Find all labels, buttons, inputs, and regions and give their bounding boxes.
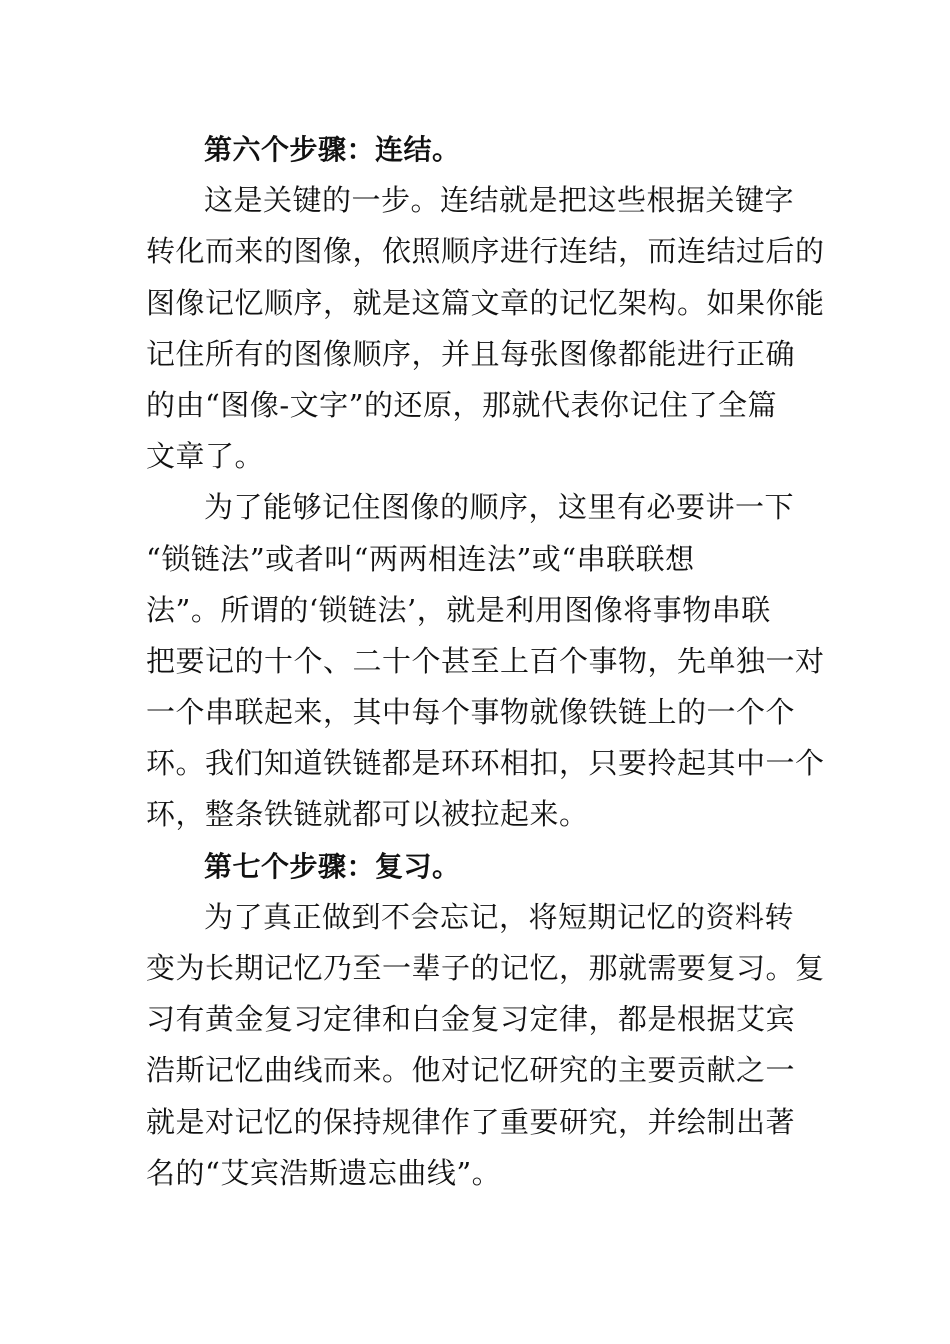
paragraph-line: 法”。所谓的‘锁链法’，就是利用图像将事物串联: [146, 592, 771, 627]
paragraph: [146, 892, 825, 1199]
paragraph-line: 这是关键的一步。连结就是把这些根据关键字: [204, 183, 795, 218]
paragraph-line: 把要记的十个、二十个甚至上百个事物，先单独一对: [146, 643, 825, 678]
paragraph-line: 就是对记忆的保持规律作了重要研究，并绘制出著: [146, 1104, 796, 1139]
section-heading: 第六个步骤：连结。: [204, 133, 461, 166]
section-step-seven: [146, 841, 825, 1199]
paragraph-line: 环，整条铁链就都可以被拉起来。: [146, 797, 589, 832]
paragraph-line: 为了真正做到不会忘记，将短期记忆的资料转: [204, 899, 795, 934]
paragraph-line: 浩斯记忆曲线而来。他对记忆研究的主要贡献之一: [146, 1053, 796, 1088]
paragraph-line: 变为长期记忆乃至一辈子的记忆，那就需要复习。复: [146, 951, 825, 985]
section-heading: 第七个步骤：复习。: [204, 849, 461, 883]
paragraph-line: “锁链法”或者叫“两两相连法”或“串联联想: [146, 541, 695, 576]
paragraph-line: 的由“图像-文字”的还原，那就代表你记住了全篇: [146, 387, 777, 422]
section-step-six: [146, 124, 825, 841]
paragraph-line: 为了能够记住图像的顺序，这里有必要讲一下: [204, 490, 795, 525]
paragraph-line: 习有黄金复习定律和白金复习定律，都是根据艾宾: [146, 1002, 796, 1037]
paragraph: [146, 175, 825, 482]
text-column: [146, 124, 825, 1199]
paragraph-line: 名的“艾宾浩斯遗忘曲线”。: [146, 1155, 502, 1190]
paragraph-line: 文章了。: [146, 439, 265, 474]
paragraph-line: 转化而来的图像，依照顺序进行连结，而连结过后的: [146, 234, 825, 269]
paragraph-line: 环。我们知道铁链都是环环相扣，只要拎起其中一个: [146, 746, 825, 781]
paragraph: [146, 482, 825, 840]
paragraph-line: 图像记忆顺序，就是这篇文章的记忆架构。如果你能: [146, 285, 825, 320]
paragraph-line: 记住所有的图像顺序，并且每张图像都能进行正确: [146, 336, 796, 371]
paragraph-line: 一个串联起来，其中每个事物就像铁链上的一个个: [146, 695, 796, 730]
